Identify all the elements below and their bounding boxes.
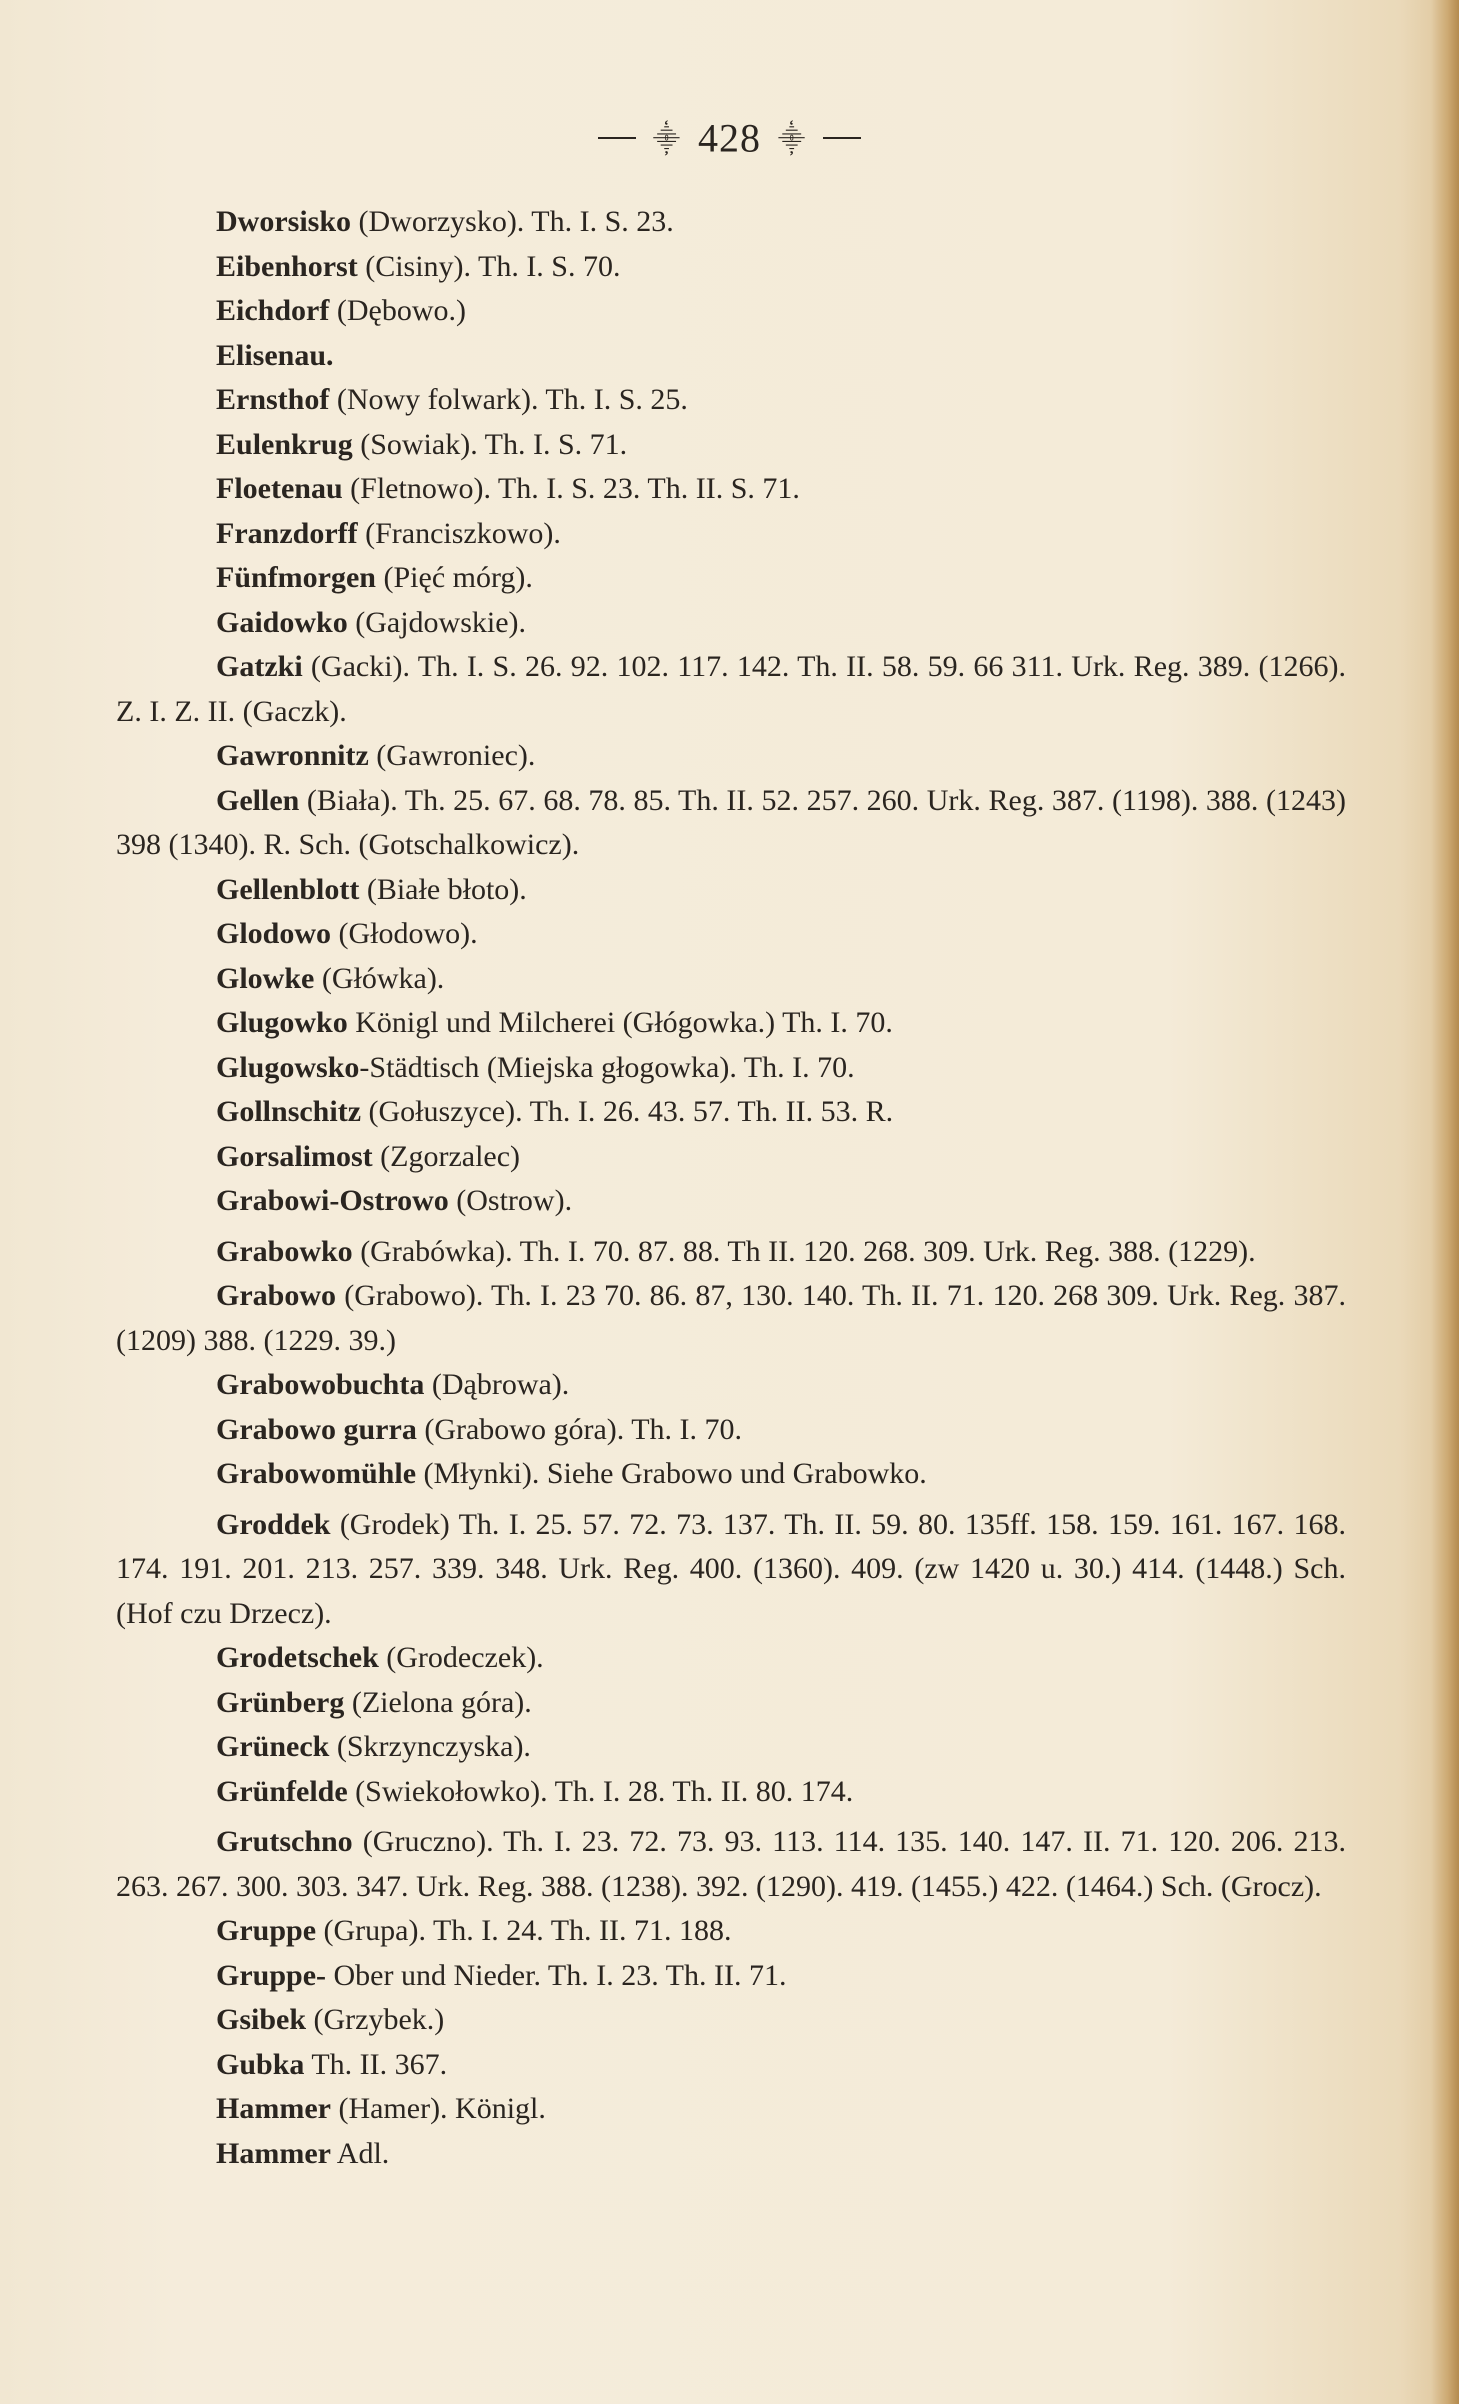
entry-text: (Głodowo). <box>331 917 478 950</box>
entry-text: (Sowiak). Th. I. S. 71. <box>352 427 628 461</box>
entry-headword: Grünberg <box>216 1685 345 1719</box>
entry-headword: Groddek <box>216 1507 331 1541</box>
entry-headword: Gruppe <box>216 1914 317 1947</box>
entry-headword: Gellenblott <box>216 872 360 906</box>
entry-headword: Gsibek <box>216 2003 307 2036</box>
entry <box>116 601 1346 646</box>
entry-text: Th. II. 367. <box>304 2047 448 2081</box>
entry-headword: Glodowo <box>216 917 332 950</box>
entry-text: (Franciszkowo). <box>357 516 561 550</box>
entry <box>116 1503 1346 1637</box>
entry-text: (Zielona góra). <box>344 1685 532 1719</box>
entry-headword: Glowke <box>216 961 315 995</box>
entry <box>116 779 1346 868</box>
entry-text: Königl und Milcherei (Głógowka.) Th. I. 70. <box>347 1006 893 1039</box>
entry-headword: Grabowi-Ostrowo <box>216 1184 449 1217</box>
entry <box>116 645 1346 734</box>
entry-headword: Gubka <box>216 2047 305 2081</box>
entry <box>116 1135 1346 1180</box>
entry <box>116 512 1346 557</box>
entry-text: (Cisiny). Th. I. S. 70. <box>357 249 621 283</box>
entry <box>116 1230 1346 1275</box>
entry <box>116 1274 1346 1363</box>
entry-headword: Gruppe- <box>216 1958 327 1992</box>
entry-headword: Gollnschitz <box>216 1095 362 1128</box>
entry-text: (Swiekołowko). Th. I. 28. Th. II. 80. 174. <box>347 1774 854 1808</box>
gazetteer-entries <box>116 200 1346 2176</box>
entry <box>116 957 1346 1002</box>
entry-text: Adl. <box>330 2136 390 2170</box>
entry-text: (Zgorzalec) <box>372 1139 521 1173</box>
entry-text: (Gołuszyce). Th. I. 26. 43. 57. Th. II. 53. R. <box>361 1095 894 1128</box>
entry <box>116 1452 1346 1497</box>
entry-text: (Nowy folwark). Th. I. S. 25. <box>329 383 688 416</box>
entry <box>116 2087 1346 2132</box>
entry <box>116 1046 1346 1091</box>
entry <box>116 868 1346 913</box>
entry-headword: Glugowko <box>216 1006 348 1039</box>
entry-text: (Grabówka). Th. I. 70. 87. 88. Th II. 120. 268. 309. Urk. Reg. 388. (1229). <box>352 1234 1256 1268</box>
entry-headword: Hammer <box>216 2136 331 2170</box>
entry <box>116 1998 1346 2043</box>
entry-text: (Grodek) Th. I. 25. 57. 72. 73. 137. Th. II. 59. 80. 135ff. 158. 159. 161. 167. 168. 174. 191. 201. 213. 257. 339. 348. Urk. Reg. 400. (1360). 409. (zw 1420 u. 30.) 414. (1448.) Sch. (Hof czu Drzecz). <box>116 1507 1346 1630</box>
header-rule-right <box>823 137 861 139</box>
entry-headword: Grodetschek <box>216 1641 379 1674</box>
entry <box>116 1954 1346 1999</box>
entry-headword: Grabowomühle <box>216 1457 417 1490</box>
entry-headword: Eulenkrug <box>216 427 353 461</box>
entry-headword: Dworsisko <box>216 205 352 238</box>
entry-text: (Biała). Th. 25. 67. 68. 78. 85. Th. II. 52. 257. 260. Urk. Reg. 387. (1198). 388. (1243) 398 (1340). R. Sch. (Gotschalkowicz). <box>116 783 1346 861</box>
entry-text: (Grupa). Th. I. 24. Th. II. 71. 188. <box>316 1914 732 1947</box>
entry-headword: Grutschno <box>216 1825 353 1858</box>
entry-headword: Gaidowko <box>216 605 348 639</box>
entry <box>116 289 1346 334</box>
entry-text: (Grabowo). Th. I. 23 70. 86. 87, 130. 140. Th. II. 71. 120. 268 309. Urk. Reg. 387. (1209) 388. (1229. 39.) <box>116 1279 1346 1357</box>
entry <box>116 1681 1346 1726</box>
entry-text: (Hamer). Königl. <box>330 2092 546 2125</box>
entry-headword: Grabowko <box>216 1234 353 1268</box>
entry-text: (Grodeczek). <box>378 1641 544 1674</box>
entry <box>116 1636 1346 1681</box>
entry <box>116 378 1346 423</box>
entry-headword: Eibenhorst <box>216 249 358 283</box>
entry <box>116 334 1346 379</box>
entry-headword: Grabowo gurra <box>216 1412 417 1446</box>
entry-text: Ober und Nieder. Th. I. 23. Th. II. 71. <box>326 1958 787 1992</box>
book-spine-shadow <box>1431 0 1459 2404</box>
ornament-right-icon: ⸎ <box>778 124 807 154</box>
entry-text: (Główka). <box>314 961 445 995</box>
entry <box>116 1820 1346 1909</box>
entry-text: (Pięć mórg). <box>376 561 533 594</box>
entry-headword: Fünfmorgen <box>216 561 376 594</box>
entry <box>116 1909 1346 1954</box>
entry <box>116 556 1346 601</box>
entry <box>116 200 1346 245</box>
header-rule-left <box>598 137 636 139</box>
entry-text: (Skrzynczyska). <box>329 1730 531 1763</box>
entry-text: (Dworzysko). Th. I. S. 23. <box>351 205 674 238</box>
entry-text: (Ostrow). <box>448 1184 573 1217</box>
entry-headword: Franzdorff <box>216 516 358 550</box>
entry-text: (Grabowo góra). Th. I. 70. <box>416 1412 743 1446</box>
entry-text: (Młynki). Siehe Grabowo und Grabowko. <box>416 1457 927 1490</box>
entry-headword: Gawronnitz <box>216 739 369 772</box>
entry <box>116 912 1346 957</box>
entry-headword: Ernsthof <box>216 383 330 416</box>
entry <box>116 734 1346 779</box>
entry <box>116 467 1346 512</box>
entry-text: (Gacki). Th. I. S. 26. 92. 102. 117. 142. Th. II. 58. 59. 66 311. Urk. Reg. 389. (1266). Z. I. Z. II. (Gaczk). <box>116 650 1346 728</box>
entry-text: (Dębowo.) <box>329 294 466 327</box>
entry <box>116 2043 1346 2088</box>
entry-headword: Gellen <box>216 783 300 817</box>
entry-text: (Gawroniec). <box>368 739 536 772</box>
entry <box>116 1408 1346 1453</box>
entry-headword: Hammer <box>216 2092 331 2125</box>
entry-text: (Fletnowo). Th. I. S. 23. Th. II. S. 71. <box>342 472 800 505</box>
entry <box>116 1770 1346 1815</box>
entry-headword: Grabowo <box>216 1279 336 1312</box>
entry-text: (Gajdowskie). <box>347 605 527 639</box>
entry-text: (Grzybek.) <box>306 2003 445 2036</box>
entry <box>116 1001 1346 1046</box>
entry-headword: Grüneck <box>216 1730 330 1763</box>
entry-headword: Eichdorf <box>216 294 330 327</box>
entry-text: (Białe błoto). <box>359 872 527 906</box>
entry-headword: Elisenau. <box>216 338 334 372</box>
entry-headword: Grabowobuchta <box>216 1368 425 1401</box>
entry-text: (Gruczno). Th. I. 23. 72. 73. 93. 113. 114. 135. 140. 147. II. 71. 120. 206. 213. 263. 267. 300. 303. 347. Urk. Reg. 388. (1238). 392. (1290). 419. (1455.) 422. (1464.) Sch. (Grocz). <box>116 1825 1346 1903</box>
entry <box>116 1179 1346 1224</box>
entry-text: (Dąbrowa). <box>424 1368 570 1401</box>
entry-text: -Städtisch (Miejska głogowka). Th. I. 70. <box>359 1050 855 1084</box>
entry <box>116 245 1346 290</box>
entry-headword: Gorsalimost <box>216 1139 373 1173</box>
entry-headword: Gatzki <box>216 650 303 683</box>
entry-headword: Grünfelde <box>216 1774 348 1808</box>
page-header <box>0 110 1459 161</box>
entry <box>116 1363 1346 1408</box>
page-number: 428 <box>698 115 761 161</box>
entry <box>116 423 1346 468</box>
entry-headword: Floetenau <box>216 472 343 505</box>
entry-headword: Glugowsko <box>216 1050 360 1084</box>
entry <box>116 2132 1346 2177</box>
entry <box>116 1725 1346 1770</box>
ornament-left-icon: ⸎ <box>652 124 681 154</box>
entry <box>116 1090 1346 1135</box>
